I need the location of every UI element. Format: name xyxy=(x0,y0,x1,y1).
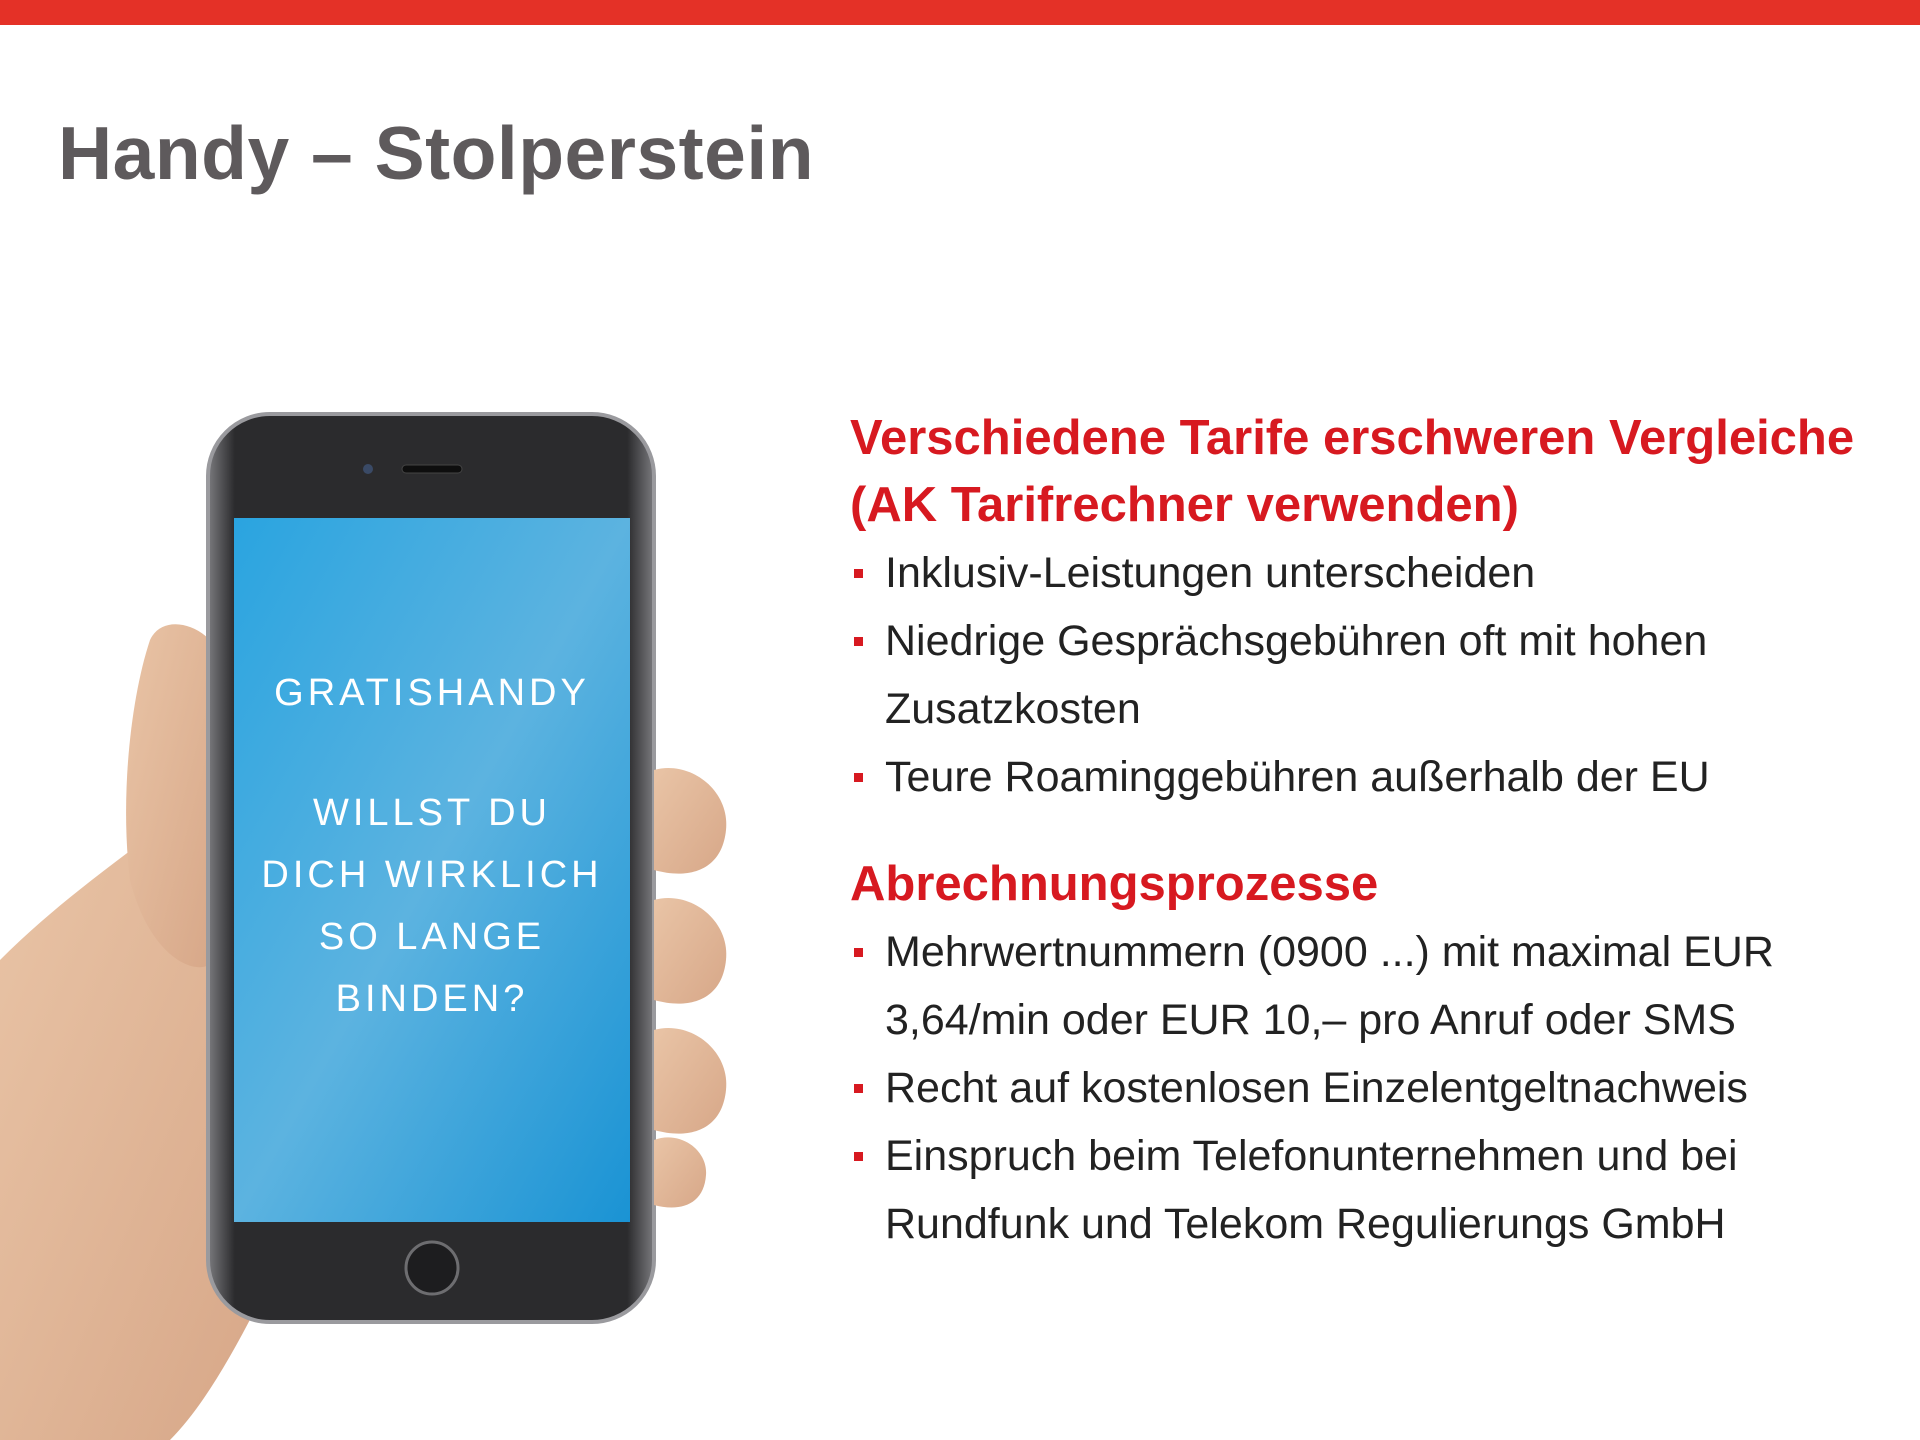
finger-shape xyxy=(654,768,726,874)
home-button xyxy=(406,1242,458,1294)
section-heading: Verschiedene Tarife erschweren Vergleiche (AK Tarifrechner verwenden) xyxy=(850,411,1855,532)
bullet-item: Teure Roaminggebühren außerhalb der EU xyxy=(850,743,1890,811)
slide-content xyxy=(850,405,1890,1258)
bullet-item: Einspruch beim Telefonunternehmen und bei Rundfunk und Telekom Regulierungs GmbH xyxy=(850,1122,1890,1258)
bullet-list xyxy=(850,918,1890,1258)
screen-headline: GRATISHANDY xyxy=(274,672,590,714)
section-heading: Abrechnungsprozesse xyxy=(850,857,1379,911)
finger-shape xyxy=(654,1028,726,1134)
top-accent-bar xyxy=(0,0,1920,25)
phone-screen-text xyxy=(234,518,630,1222)
screen-question: WILLST DU DICH WIRKLICH SO LANGE BINDEN? xyxy=(261,792,603,1020)
earpiece-speaker xyxy=(402,465,462,473)
finger-shape xyxy=(654,1137,706,1207)
section-tariffs xyxy=(850,405,1890,811)
slide-title: Handy – Stolperstein xyxy=(58,111,815,195)
bullet-list xyxy=(850,539,1890,811)
bullet-item: Recht auf kostenlosen Einzelentgeltnachweis xyxy=(850,1054,1890,1122)
bullet-item: Inklusiv-Leistungen unterscheiden xyxy=(850,539,1890,607)
bullet-item: Niedrige Gesprächsgebühren oft mit hohen Zusatzkosten xyxy=(850,607,1890,743)
front-camera xyxy=(363,464,373,474)
finger-shape xyxy=(654,898,726,1004)
section-billing xyxy=(850,851,1890,1258)
bullet-item: Mehrwertnummern (0900 ...) mit maximal EUR 3,64/min oder EUR 10,– pro Anruf oder SMS xyxy=(850,918,1890,1054)
